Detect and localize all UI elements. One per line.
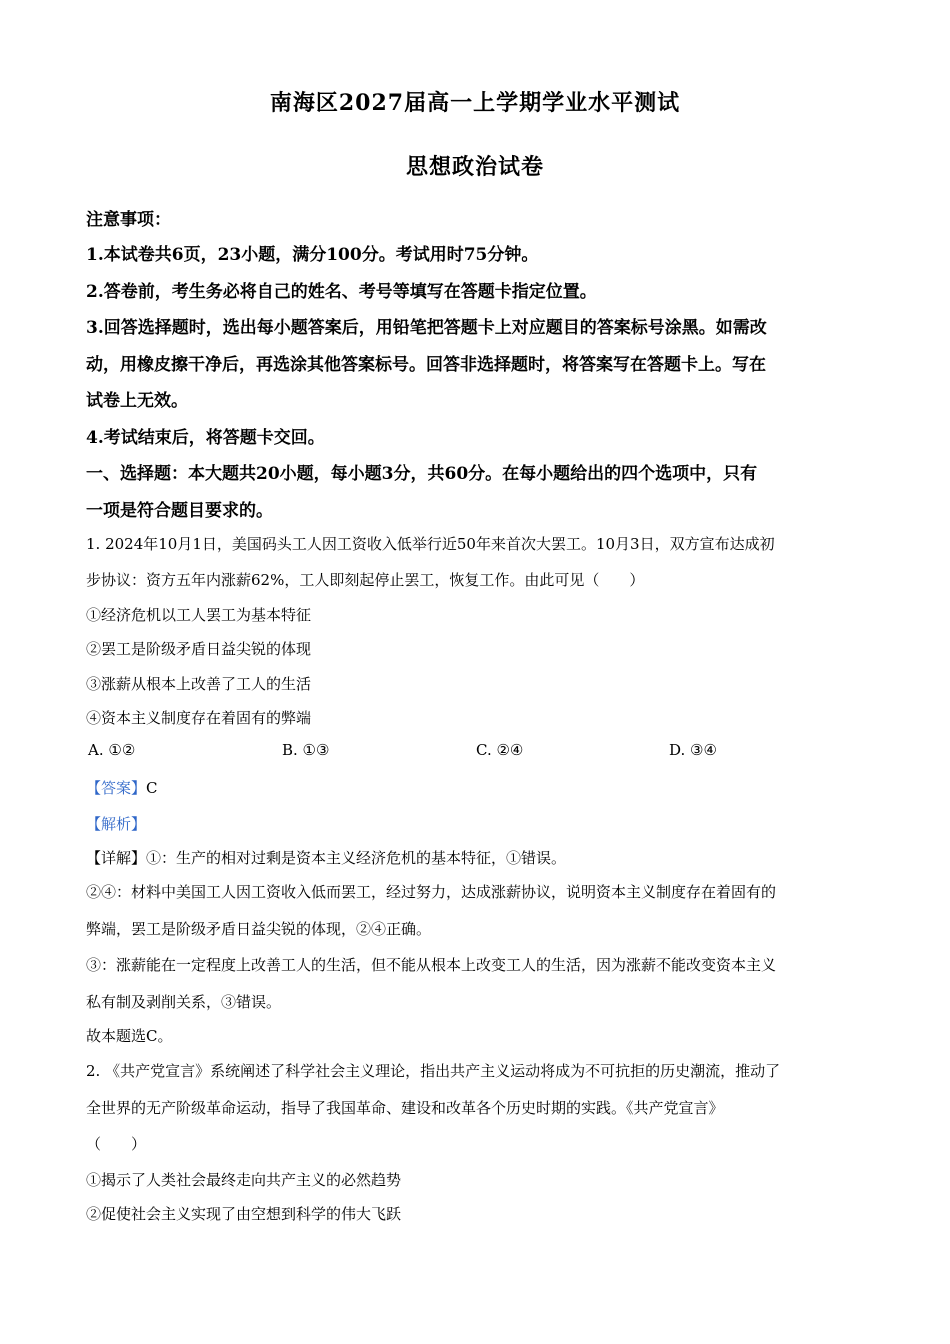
q1-detail-line: ③：涨薪能在一定程度上改善工人的生活，但不能从根本上改变工人的生活，因为涨薪不能改变资本主义 <box>86 956 777 974</box>
q1-option-b: B. ①③ <box>282 741 330 759</box>
q2-statement: ②促使社会主义实现了由空想到科学的伟大飞跃 <box>86 1205 402 1223</box>
q2-stem: 2. 《共产党宣言》系统阐述了科学社会主义理论，指出共产主义运动将成为不可抗拒的历史潮流，推动了 <box>86 1062 781 1080</box>
notice-item: 1.本试卷共6页，23小题，满分100分。考试用时75分钟。 <box>86 245 539 265</box>
answer-value: C <box>146 779 158 797</box>
q2-stem-blank: （ ） <box>86 1135 147 1153</box>
q1-detail-line: ②④：材料中美国工人因工资收入低而罢工，经过努力，达成涨薪协议，说明资本主义制度存在着固有的 <box>86 883 777 901</box>
q1-detail-line: 私有制及剥削关系，③错误。 <box>86 993 282 1011</box>
notice-item: 2.答卷前，考生务必将自己的姓名、考号等填写在答题卡指定位置。 <box>86 282 597 302</box>
notice-item: 动，用橡皮擦干净后，再选涂其他答案标号。回答非选择题时，将答案写在答题卡上。写在 <box>86 355 766 375</box>
answer-label: 【答案】 <box>86 779 147 797</box>
q1-stem-cont: 步协议：资方五年内涨薪62%，工人即刻起停止罢工，恢复工作。由此可见（ ） <box>86 571 645 589</box>
exam-title: 南海区2027届高一上学期学业水平测试 <box>269 90 681 116</box>
notice-item: 4.考试结束后，将答题卡交回。 <box>86 428 325 448</box>
exam-subtitle: 思想政治试卷 <box>405 154 544 180</box>
detail-text: ①：生产的相对过剩是资本主义经济危机的基本特征，①错误。 <box>146 849 567 867</box>
q2-statement: ①揭示了人类社会最终走向共产主义的必然趋势 <box>86 1171 402 1189</box>
q1-conclusion: 故本题选C。 <box>86 1027 173 1045</box>
notice-item: 试卷上无效。 <box>86 391 188 411</box>
q1-option-a: A. ①② <box>88 741 136 759</box>
q1-detail-line: 弊端，罢工是阶级矛盾日益尖锐的体现，②④正确。 <box>86 920 432 938</box>
q1-analysis-label: 【解析】 <box>86 815 147 833</box>
section-heading-cont: 一项是符合题目要求的。 <box>86 501 273 521</box>
q2-stem-cont: 全世界的无产阶级革命运动，指导了我国革命、建设和改革各个历史时期的实践。《共产党宣言》 <box>86 1099 724 1117</box>
q1-detail <box>86 847 566 868</box>
q1-statement: ④资本主义制度存在着固有的弊端 <box>86 709 312 727</box>
detail-label: 【详解】 <box>86 849 147 867</box>
notice-heading: 注意事项： <box>86 210 171 230</box>
q1-option-d: D. ③④ <box>669 741 717 759</box>
q1-statement: ①经济危机以工人罢工为基本特征 <box>86 606 312 624</box>
q1-statement: ②罢工是阶级矛盾日益尖锐的体现 <box>86 640 312 658</box>
q1-option-c: C. ②④ <box>476 741 524 759</box>
q1-answer <box>86 777 158 798</box>
notice-item: 3.回答选择题时，选出每小题答案后，用铅笔把答题卡上对应题目的答案标号涂黑。如需改 <box>86 318 767 338</box>
q1-statement: ③涨薪从根本上改善了工人的生活 <box>86 675 312 693</box>
q1-stem: 1. 2024年10月1日，美国码头工人因工资收入低举行近50年来首次大罢工。10月3日，双方宣布达成初 <box>86 535 775 553</box>
section-heading: 一、选择题：本大题共20小题，每小题3分，共60分。在每小题给出的四个选项中，只有 <box>86 464 758 484</box>
